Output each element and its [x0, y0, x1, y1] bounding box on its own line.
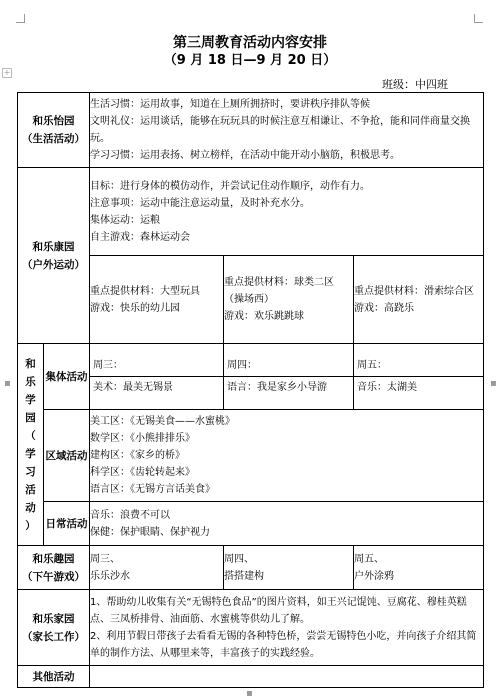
section-sublabel: （生活活动）: [22, 133, 85, 145]
game-content: 乐乐沙水: [90, 570, 130, 582]
area-material: 重点提供材料：滑索综合区: [354, 285, 474, 297]
group-day-cell: [354, 344, 484, 410]
game-day-cell: [90, 546, 224, 590]
section-label: 和乐康园: [32, 240, 75, 253]
game-content: 搭搭建构: [224, 570, 264, 582]
group-content: 美术：最美无锡景: [93, 381, 173, 393]
area-game: 游戏：快乐的幼儿园: [90, 302, 180, 314]
home-label-cell: [18, 590, 90, 666]
learn-label-char: 学: [25, 393, 36, 406]
learn-label-char: 习: [25, 465, 36, 478]
learn-label-char: 动: [25, 501, 36, 514]
learn-label-char: 乐: [25, 375, 36, 388]
life-line: 学习习惯：运用表扬、树立榜样，在活动中能开动小脑筋，积极思考。: [90, 150, 400, 161]
learn-label-char: （: [25, 429, 36, 442]
home-line: 2、利用节假日带孩子去看看无锡的各种特色桥，尝尝无锡特色小吃，并向孩子介绍其简单的制作方法、从哪里来等，丰富孩子的实践经验。: [90, 630, 477, 659]
outdoor-area-cell: [224, 256, 354, 344]
group-day: 周五：: [354, 356, 483, 377]
game-day: 周四、: [224, 553, 254, 565]
outdoor-area-cell: [90, 256, 224, 344]
group-content: 语言：我是家乡小导游: [227, 381, 327, 393]
area-line: 数学区：《小熊排排乐》: [90, 433, 195, 444]
other-content-cell: [90, 666, 484, 688]
area-line: 语言区：《无锡方言话美食》: [90, 484, 215, 495]
life-line: 生活习惯：运用故事，知道在上厕所拥挤时，要讲秩序排队等候: [90, 99, 370, 110]
learn-label-cell: [18, 344, 44, 546]
game-day: 周三、: [90, 553, 120, 565]
group-day: 周三：: [90, 356, 223, 377]
learn-area-row: [18, 410, 484, 502]
learn-label-char: ）: [25, 519, 36, 532]
area-line: 建构区：《家乡的桥》: [90, 450, 185, 461]
learn-label-char: 园: [25, 411, 36, 424]
life-content-cell: [90, 93, 484, 168]
other-label-cell: [18, 666, 90, 688]
area-game: 游戏：高跷乐: [354, 302, 414, 314]
life-row: [18, 93, 484, 168]
class-value: 中四班: [415, 78, 448, 91]
learn-label-char: 和: [25, 357, 36, 370]
section-label: 和乐家园: [32, 612, 75, 625]
home-row: [18, 590, 484, 666]
game-day-cell: [354, 546, 484, 590]
table-move-handle[interactable]: +: [3, 68, 11, 77]
outdoor-area-cell: [354, 256, 484, 344]
date-range: （9 月 18 日—9 月 20 日）: [163, 53, 337, 68]
game-row: [18, 546, 484, 590]
area-game: 游戏：欢乐跳跳球: [224, 311, 304, 322]
section-sublabel: （家长工作）: [22, 630, 85, 643]
class-line: [382, 76, 448, 92]
page-corner-mark: [16, 14, 25, 23]
group-content: 音乐：太湖美: [357, 381, 417, 393]
life-line: 文明礼仪：运用谈话，能够在玩玩具的时候注意互相谦让、不争抢，能和同伴商量交换玩。: [90, 116, 470, 144]
daily-line: 保健：保护眼睛、保护视力: [90, 526, 210, 538]
section-sublabel: （户外运动）: [22, 258, 85, 271]
outdoor-row: [18, 168, 484, 256]
daily-line: 音乐：浪费不可以: [90, 509, 170, 521]
area-line: 科学区：《齿轮转起来》: [90, 467, 195, 478]
game-day: 周五、: [354, 553, 384, 565]
group-day: 周四：: [224, 356, 353, 377]
learn-label-char: 活: [25, 483, 36, 496]
game-label-cell: [18, 546, 90, 590]
group-activity-label: 集体活动: [44, 344, 90, 410]
section-label: 其他活动: [32, 670, 75, 683]
schedule-table: [17, 92, 484, 688]
section-label: 和乐怡园: [32, 115, 75, 127]
area-material: 重点提供材料：球类二区（操场西）: [224, 277, 334, 305]
home-content-cell: [90, 590, 484, 666]
group-day-cell: [90, 344, 224, 410]
learn-label-char: 学: [25, 447, 36, 460]
margin-marker-icon: ▪: [4, 378, 11, 389]
area-activity-cell: [90, 410, 484, 502]
learn-daily-row: [18, 502, 484, 546]
outdoor-group: 集体运动：运粮: [90, 214, 160, 226]
section-label: 和乐趣园: [32, 552, 75, 565]
section-sublabel: （下午游戏）: [22, 570, 85, 583]
daily-activity-cell: [90, 502, 484, 546]
margin-marker-icon: ▪: [490, 378, 497, 389]
home-line: 1、帮助幼儿收集有关“无锡特色食品”的图片资料，如王兴记馄饨、豆腐花、穆桂英糕点、三凤桥排骨、油面筋、水蜜桃等供幼儿了解。: [90, 596, 467, 625]
game-day-cell: [224, 546, 354, 590]
outdoor-goal: 目标：进行身体的模仿动作，并尝试记住动作顺序，动作有力。: [90, 180, 370, 192]
outdoor-free: 自主游戏：森林运动会: [90, 231, 190, 243]
margin-marker-icon: ▪: [246, 688, 253, 699]
document-title: 第三周教育活动内容安排: [173, 35, 327, 51]
area-activity-label: 区域活动: [44, 410, 90, 502]
page-corner-mark: [474, 14, 483, 23]
outdoor-label-cell: [18, 168, 90, 344]
outdoor-notes: 注意事项：运动中能注意运动量，及时补充水分。: [90, 197, 310, 209]
outdoor-content-cell: [90, 168, 484, 256]
class-label: 班级：: [382, 78, 415, 91]
area-line: 美工区：《无锡美食——水蜜桃》: [90, 416, 235, 427]
other-row: [18, 666, 484, 688]
daily-activity-label: 日常活动: [44, 502, 90, 546]
group-day-cell: [224, 344, 354, 410]
learn-group-row: [18, 344, 484, 410]
life-label-cell: [18, 93, 90, 168]
game-content: 户外涂鸦: [354, 570, 394, 582]
area-material: 重点提供材料：大型玩具: [90, 285, 200, 297]
